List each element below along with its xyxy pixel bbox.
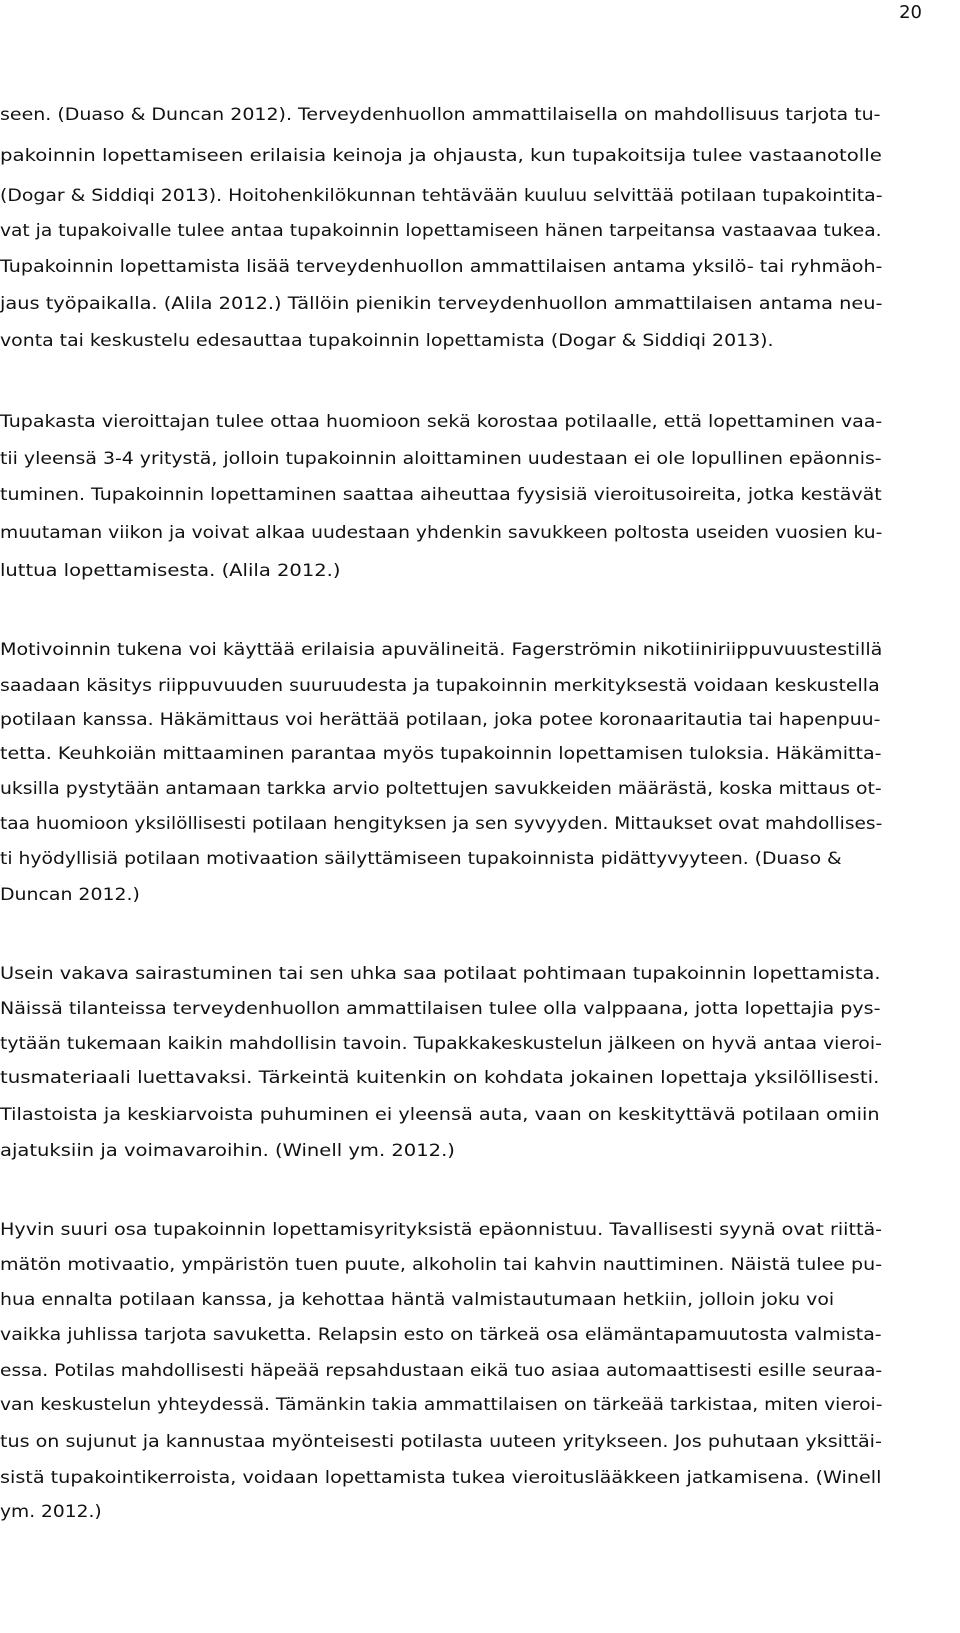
text-line: tus on sujunut ja kannustaa myönteisesti potilasta uuteen yritykseen. Jos puhutaan yksittäi- (0, 1432, 882, 1452)
text-line: (Dogar & Siddiqi 2013). Hoitohenkilökunnan tehtävään kuuluu selvittää potilaan tupakointita- (0, 186, 883, 206)
text-line: saadaan käsitys riippuvuuden suuruudesta ja tupakoinnin merkityksestä voidaan keskustella (0, 676, 880, 696)
text-line: jaus työpaikalla. (Alila 2012.) Tällöin pienikin terveydenhuollon ammattilaisen antama neu- (0, 294, 883, 314)
page-number: 20 (899, 2, 922, 23)
text-line: hua ennalta potilaan kanssa, ja kehottaa häntä valmistautumaan hetkiin, jolloin joku voi (0, 1290, 835, 1310)
text-line: ajatuksiin ja voimavaroihin. (Winell ym. 2012.) (0, 1141, 455, 1161)
text-line: van keskustelun yhteydessä. Tämänkin takia ammattilaisen on tärkeää tarkistaa, miten vieroi- (0, 1395, 883, 1415)
text-line: vaikka juhlissa tarjota savuketta. Relapsin esto on tärkeä osa elämäntapamuutosta valmista- (0, 1325, 882, 1345)
text-line: taa huomioon yksilöllisesti potilaan hengityksen ja sen syvyyden. Mittaukset ovat mahdollises- (0, 814, 883, 834)
text-line: pakoinnin lopettamiseen erilaisia keinoja ja ohjausta, kun tupakoitsija tulee vastaanotolle (0, 146, 882, 166)
text-line: tuminen. Tupakoinnin lopettaminen saattaa aiheuttaa fyysisiä vieroitusoireita, jotka kestävät (0, 485, 882, 505)
text-line: ti hyödyllisiä potilaan motivaation säilyttämiseen tupakoinnista pidättyvyyteen. (Duaso & (0, 849, 842, 869)
text-line: tusmateriaali luettavaksi. Tärkeintä kuitenkin on kohdata jokainen lopettaja yksilöllisesti. (0, 1068, 880, 1088)
text-line: Tilastoista ja keskiarvoista puhuminen ei yleensä auta, vaan on keskityttävä potilaan omiin (0, 1105, 880, 1125)
text-line: tetta. Keuhkoiän mittaaminen parantaa myös tupakoinnin lopettamisen tuloksia. Häkämitta- (0, 744, 882, 764)
text-line: Duncan 2012.) (0, 885, 140, 905)
text-line: uksilla pystytään antamaan tarkka arvio poltettujen savukkeiden määrästä, koska mittaus ot- (0, 779, 882, 799)
text-line: potilaan kanssa. Häkämittaus voi herättää potilaan, joka potee koronaaritautia tai hapenpuu- (0, 710, 881, 730)
text-line: vat ja tupakoivalle tulee antaa tupakoinnin lopettamiseen hänen tarpeitansa vastaavaa tukea. (0, 221, 882, 241)
text-line: sistä tupakointikerroista, voidaan lopettamista tukea vieroituslääkkeen jatkamisena. (Winell (0, 1468, 882, 1488)
text-line: essa. Potilas mahdollisesti häpeää repsahdustaan eikä tuo asiaa automaattisesti esille seuraa- (0, 1361, 883, 1381)
text-line: mätön motivaatio, ympäristön tuen puute, alkoholin tai kahvin nauttiminen. Näistä tulee pu- (0, 1255, 883, 1275)
text-line: ym. 2012.) (0, 1502, 102, 1522)
text-line: Näissä tilanteissa terveydenhuollon ammattilaisen tulee olla valppaana, jotta lopettajia pys- (0, 999, 881, 1019)
text-line: seen. (Duaso & Duncan 2012). Terveydenhuollon ammattilaisella on mahdollisuus tarjota tu- (0, 105, 881, 125)
text-line: Motivoinnin tukena voi käyttää erilaisia apuvälineitä. Fagerströmin nikotiiniriippuvuustestillä (0, 640, 883, 660)
text-line: muutaman viikon ja voivat alkaa uudestaan yhdenkin savukkeen poltosta useiden vuosien ku- (0, 523, 883, 543)
text-line: tytään tukemaan kaikin mahdollisin tavoin. Tupakkakeskustelun jälkeen on hyvä antaa vieroi- (0, 1034, 882, 1054)
text-line: vonta tai keskustelu edesauttaa tupakoinnin lopettamista (Dogar & Siddiqi 2013). (0, 331, 774, 351)
text-line: Tupakasta vieroittajan tulee ottaa huomioon sekä korostaa potilaalle, että lopettaminen vaa- (0, 412, 883, 432)
text-line: Tupakoinnin lopettamista lisää terveydenhuollon ammattilaisen antama yksilö- tai ryhmäoh- (0, 257, 883, 277)
text-line: Usein vakava sairastuminen tai sen uhka saa potilaat pohtimaan tupakoinnin lopettamista. (0, 964, 881, 984)
text-line: tii yleensä 3-4 yritystä, jolloin tupakoinnin aloittaminen uudestaan ei ole lopullinen epäonnis- (0, 449, 882, 469)
text-line: Hyvin suuri osa tupakoinnin lopettamisyrityksistä epäonnistuu. Tavallisesti syynä ovat riittä- (0, 1220, 883, 1240)
text-line: luttua lopettamisesta. (Alila 2012.) (0, 561, 341, 581)
